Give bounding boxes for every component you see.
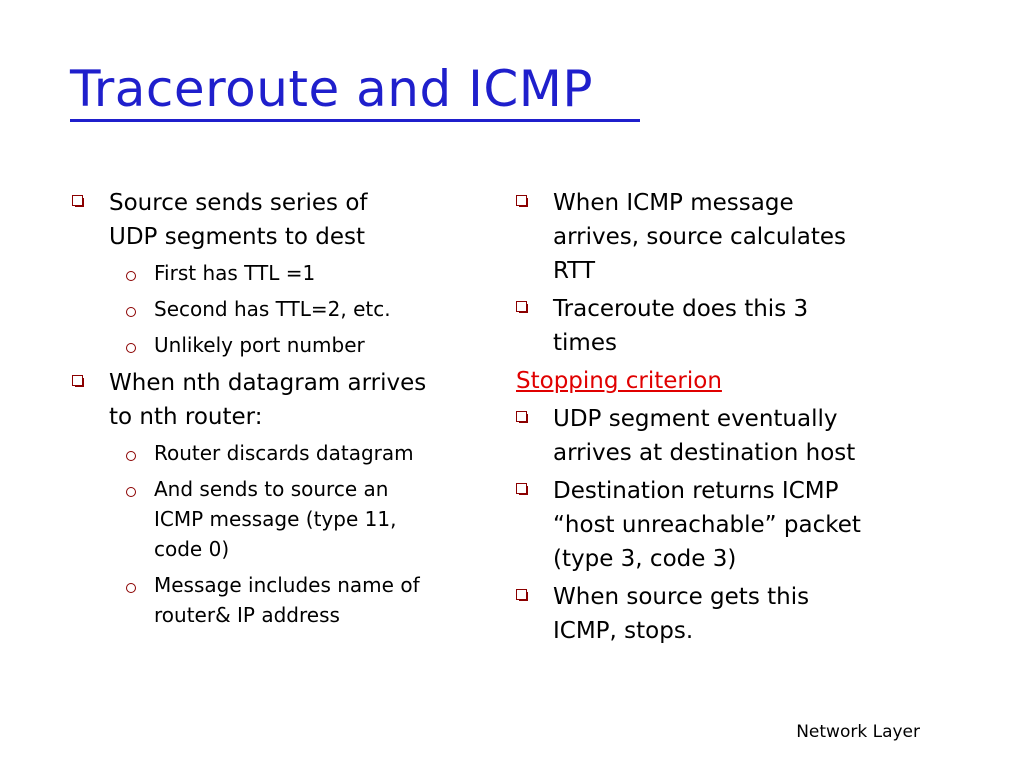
bullet-item <box>72 186 492 254</box>
bullet-text-line: “host unreachable” packet <box>553 512 861 538</box>
bullet-text-line: (type 3, code 3) <box>553 546 737 572</box>
slide-title: Traceroute and ICMP <box>70 60 594 118</box>
sub-bullet-text-line: And sends to source an <box>154 477 389 501</box>
bullet-item <box>516 402 956 470</box>
circle-bullet-icon <box>126 343 136 353</box>
bullet-text-line: ICMP, stops. <box>553 618 694 644</box>
bullet-text-line: times <box>553 330 617 356</box>
sub-bullet-text-line: ICMP message (type 11, <box>154 507 397 531</box>
sub-bullet-text-line: Message includes name of <box>154 573 420 597</box>
bullet-text-line: UDP segment eventually <box>553 406 838 432</box>
bullet-text-line: Traceroute does this 3 <box>553 296 809 322</box>
bullet-item <box>72 366 492 434</box>
bullet-text-line: When source gets this <box>553 584 810 610</box>
right-column <box>516 186 956 652</box>
bullet-item <box>516 580 956 648</box>
sub-bullet-item <box>72 570 492 630</box>
bullet-text-line: When nth datagram arrives <box>109 370 427 396</box>
sub-bullet-text-line: code 0) <box>154 537 230 561</box>
sub-bullet-item <box>72 438 492 468</box>
sub-bullet-text: Router discards datagram <box>154 441 414 465</box>
sub-bullet-item <box>72 474 492 564</box>
square-bullet-icon <box>516 411 527 422</box>
bullet-item <box>516 292 956 360</box>
bullet-text-line: to nth router: <box>109 404 263 430</box>
bullet-text-line: arrives at destination host <box>553 440 856 466</box>
stopping-criterion-heading: Stopping criterion <box>516 368 722 394</box>
bullet-text-line: Source sends series of <box>109 190 368 216</box>
square-bullet-icon <box>72 195 83 206</box>
sub-bullet-text: First has TTL =1 <box>154 261 316 285</box>
circle-bullet-icon <box>126 583 136 593</box>
sub-bullet-text-line: router& IP address <box>154 603 340 627</box>
bullet-text-line: Destination returns ICMP <box>553 478 839 504</box>
square-bullet-icon <box>72 375 83 386</box>
bullet-item <box>516 474 956 576</box>
footer-label: Network Layer <box>796 722 920 742</box>
bullet-text-line: arrives, source calculates <box>553 224 847 250</box>
square-bullet-icon <box>516 483 527 494</box>
bullet-text-line: When ICMP message <box>553 190 794 216</box>
bullet-item <box>516 186 956 288</box>
bullet-text-line: RTT <box>553 258 596 284</box>
left-column <box>72 186 492 636</box>
circle-bullet-icon <box>126 487 136 497</box>
title-underline <box>70 119 640 122</box>
square-bullet-icon <box>516 301 527 312</box>
sub-bullet-item <box>72 294 492 324</box>
circle-bullet-icon <box>126 451 136 461</box>
square-bullet-icon <box>516 589 527 600</box>
bullet-text-line: UDP segments to dest <box>109 224 366 250</box>
sub-bullet-text: Second has TTL=2, etc. <box>154 297 391 321</box>
circle-bullet-icon <box>126 307 136 317</box>
circle-bullet-icon <box>126 271 136 281</box>
sub-bullet-item <box>72 330 492 360</box>
sub-bullet-text: Unlikely port number <box>154 333 365 357</box>
sub-bullet-item <box>72 258 492 288</box>
square-bullet-icon <box>516 195 527 206</box>
